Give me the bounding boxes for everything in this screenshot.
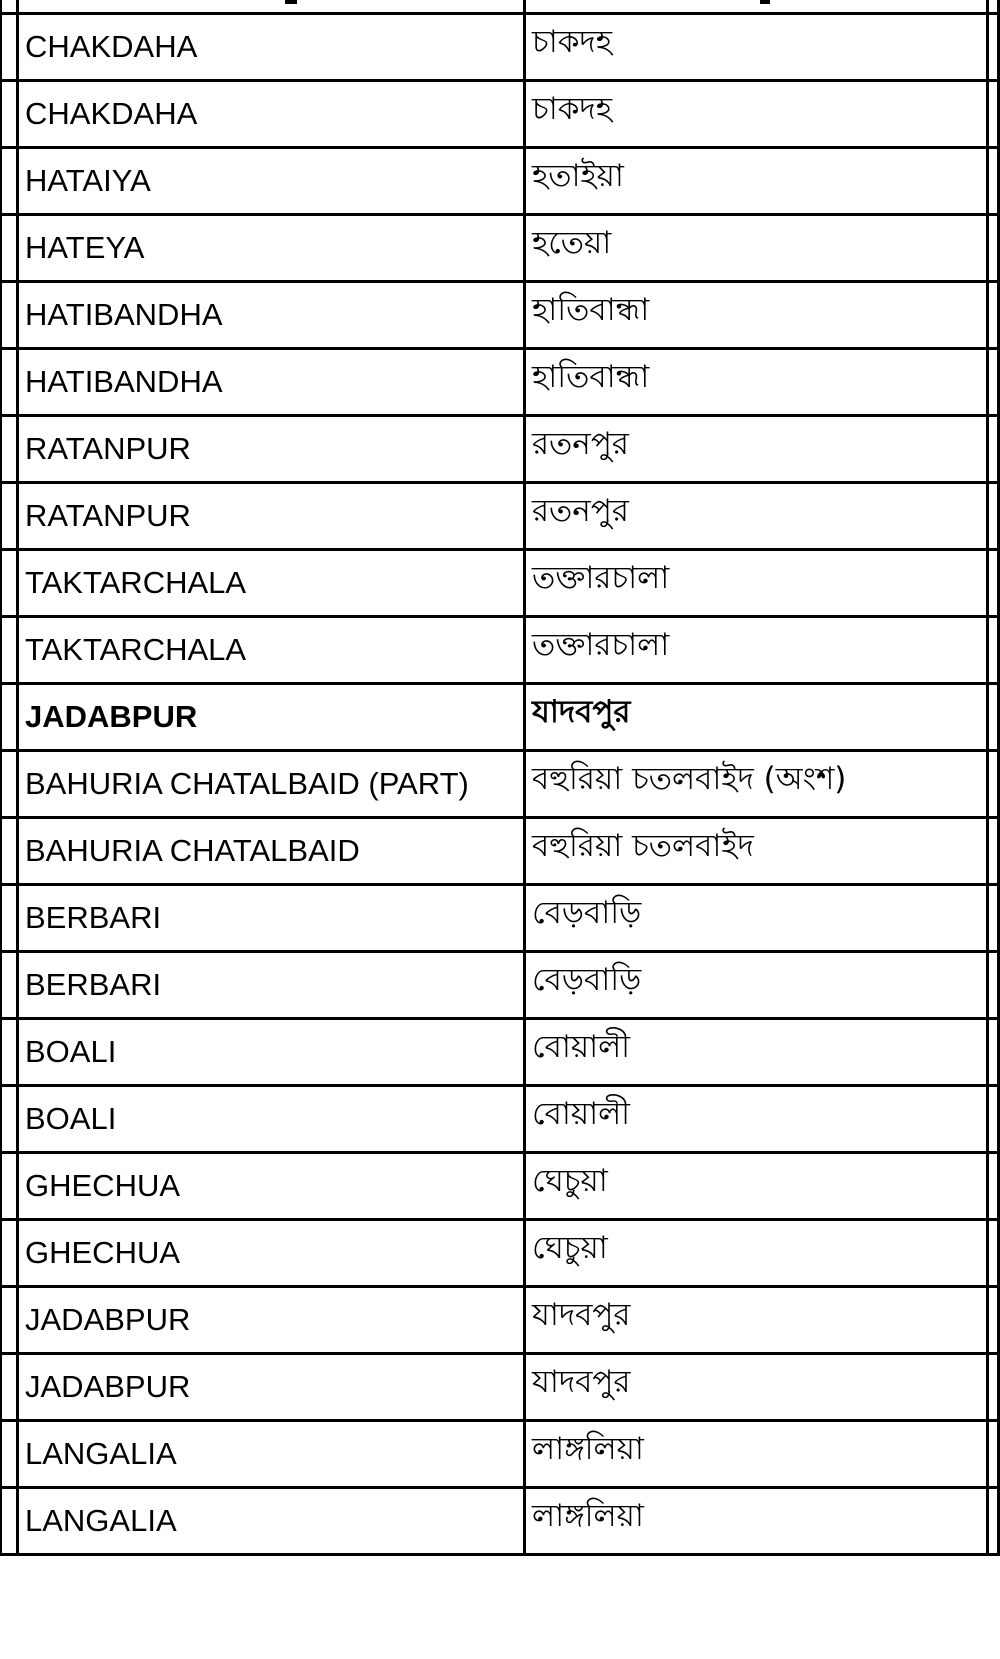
english-name-cell: JADABPUR	[25, 1369, 191, 1404]
english-name-cell: HATIBANDHA	[25, 297, 223, 332]
bengali-name-cell: যাদবপুর	[532, 694, 631, 730]
english-name-cell: GHECHUA	[25, 1168, 181, 1203]
english-name-cell: LANGALIA	[25, 1503, 177, 1538]
bengali-name-cell: হতেয়া	[532, 225, 612, 261]
row-separator	[0, 950, 1000, 953]
bengali-name-cell: যাদবপুর	[532, 1364, 631, 1400]
row-separator	[0, 146, 1000, 149]
row-separator	[0, 12, 1000, 15]
row-separator	[0, 79, 1000, 82]
english-name-cell: TAKTARCHALA	[25, 565, 247, 600]
bengali-name-cell: রতনপুর	[532, 426, 629, 462]
row-separator	[0, 1285, 1000, 1288]
row-separator	[0, 682, 1000, 685]
row-separator	[0, 816, 1000, 819]
bengali-name-cell: হতাইয়া	[532, 158, 624, 194]
row-separator	[0, 1084, 1000, 1087]
english-name-cell: GHECHUA	[25, 1235, 181, 1270]
row-separator	[0, 414, 1000, 417]
bengali-name-cell: বেড়বাড়ি	[532, 962, 642, 998]
page-edge-left	[0, 0, 2, 1556]
bengali-name-cell: বেড়বাড়ি	[532, 895, 642, 931]
english-name-cell: JADABPUR	[25, 699, 198, 734]
english-name-cell: RATANPUR	[25, 498, 191, 533]
english-name-cell: BERBARI	[25, 967, 162, 1002]
clipped-row-fragment	[285, 0, 297, 4]
table-bottom-border	[0, 1553, 1000, 1556]
table-left-border	[16, 0, 19, 1556]
bengali-name-cell: ঘেচুয়া	[532, 1230, 608, 1266]
english-name-cell: HATEYA	[25, 230, 145, 265]
table-right-border	[986, 0, 989, 1556]
row-separator	[0, 1486, 1000, 1489]
row-separator	[0, 615, 1000, 618]
row-separator	[0, 280, 1000, 283]
bengali-name-cell: তক্তারচালা	[532, 627, 670, 663]
english-name-cell: BOALI	[25, 1101, 117, 1136]
english-name-cell: RATANPUR	[25, 431, 191, 466]
bengali-name-cell: চাকদহ	[532, 24, 612, 60]
row-separator	[0, 481, 1000, 484]
english-name-cell: BAHURIA CHATALBAID	[25, 833, 360, 868]
row-separator	[0, 213, 1000, 216]
row-separator	[0, 347, 1000, 350]
english-name-cell: HATAIYA	[25, 163, 151, 198]
clipped-row-fragment	[760, 0, 770, 4]
english-name-cell: BERBARI	[25, 900, 162, 935]
bengali-name-cell: লাঙ্গলিয়া	[532, 1498, 644, 1534]
bengali-name-cell: বোয়ালী	[532, 1029, 631, 1065]
row-separator	[0, 1218, 1000, 1221]
row-separator	[0, 1419, 1000, 1422]
bengali-name-cell: রতনপুর	[532, 493, 629, 529]
bengali-name-cell: ঘেচুয়া	[532, 1163, 608, 1199]
bengali-name-cell: লাঙ্গলিয়া	[532, 1431, 644, 1467]
english-name-cell: CHAKDAHA	[25, 96, 198, 131]
table-column-divider	[523, 0, 526, 1556]
english-name-cell: BAHURIA CHATALBAID (PART)	[25, 766, 469, 801]
bengali-name-cell: বোয়ালী	[532, 1096, 631, 1132]
row-separator	[0, 1151, 1000, 1154]
row-separator	[0, 1017, 1000, 1020]
bengali-name-cell: হাতিবান্ধা	[532, 292, 650, 328]
bengali-name-cell: বহুরিয়া চতলবাইদ	[532, 828, 754, 864]
english-name-cell: BOALI	[25, 1034, 117, 1069]
english-name-cell: HATIBANDHA	[25, 364, 223, 399]
row-separator	[0, 1352, 1000, 1355]
english-name-cell: LANGALIA	[25, 1436, 177, 1471]
english-name-cell: JADABPUR	[25, 1302, 191, 1337]
row-separator	[0, 548, 1000, 551]
bengali-name-cell: বহুরিয়া চতলবাইদ (অংশ)	[532, 761, 847, 797]
english-name-cell: TAKTARCHALA	[25, 632, 247, 667]
bengali-name-cell: যাদবপুর	[532, 1297, 631, 1333]
bengali-name-cell: চাকদহ	[532, 91, 612, 127]
row-separator	[0, 883, 1000, 886]
bengali-name-cell: তক্তারচালা	[532, 560, 670, 596]
row-separator	[0, 749, 1000, 752]
bengali-name-cell: হাতিবান্ধা	[532, 359, 650, 395]
english-name-cell: CHAKDAHA	[25, 29, 198, 64]
